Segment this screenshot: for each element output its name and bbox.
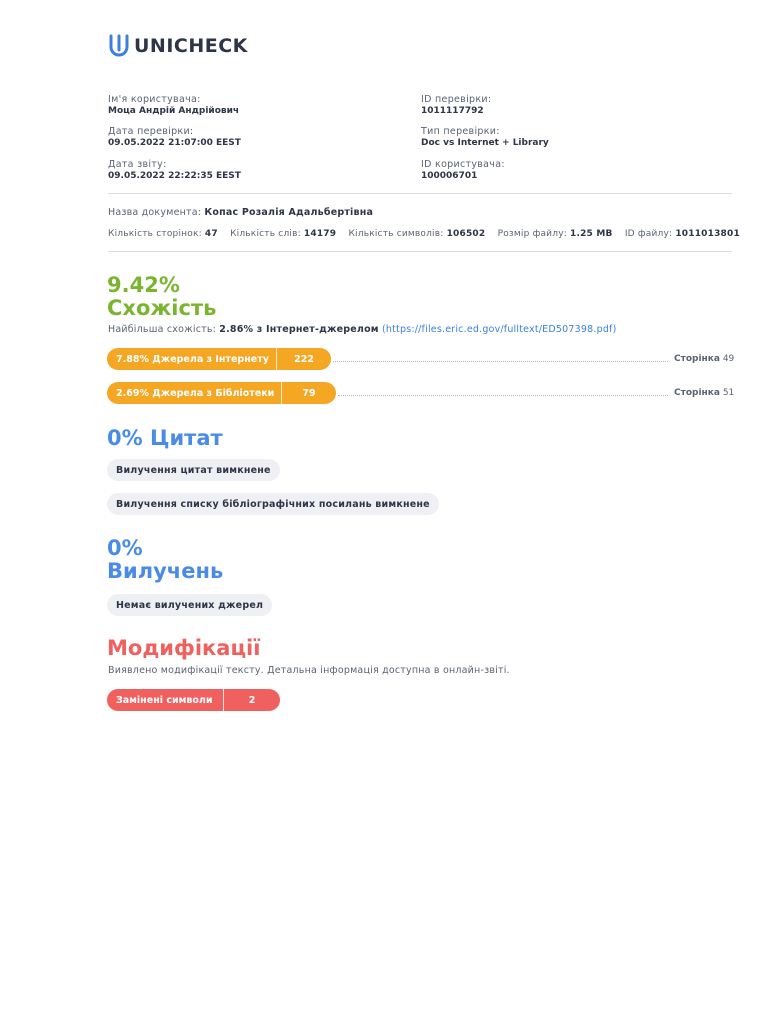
pages-label: Кількість сторінок: xyxy=(108,229,202,239)
user-name-label: Ім'я користувача: xyxy=(108,94,201,105)
meta-user-id xyxy=(421,159,505,181)
check-date-label: Дата перевірки: xyxy=(108,126,194,137)
library-page-label: Сторінка xyxy=(674,388,720,398)
user-name-value: Моца Андрій Андрійович xyxy=(108,106,240,116)
words-label: Кількість слів: xyxy=(230,229,301,239)
library-sources-label: 2.69% Джерела з Бібліотеки xyxy=(116,387,275,399)
divider xyxy=(108,193,732,194)
chars-value: 106502 xyxy=(446,229,486,239)
exclusions-title: Вилучень xyxy=(107,559,224,583)
top-similarity-label: Найбільша схожість: xyxy=(108,324,217,335)
internet-sources-label: 7.88% Джерела з Інтернету xyxy=(116,353,269,365)
similarity-title: Схожість xyxy=(107,296,217,320)
library-sources-pill[interactable] xyxy=(107,382,336,404)
check-id-label: ID перевірки: xyxy=(421,94,492,105)
internet-page-label: Сторінка xyxy=(674,354,720,364)
document-name-value: Копас Розалія Адальбертівна xyxy=(204,207,374,218)
meta-user xyxy=(108,94,239,116)
dot-leader xyxy=(333,361,668,362)
exclusions-percent: 0% xyxy=(107,536,143,560)
user-id-value: 100006701 xyxy=(421,171,478,181)
words-value: 14179 xyxy=(303,229,337,239)
meta-check-type xyxy=(421,126,549,148)
size-label: Розмір файлу: xyxy=(497,229,567,239)
check-type-value: Doc vs Internet + Library xyxy=(421,138,549,148)
replaced-symbols-label: Замінені символи xyxy=(116,694,213,706)
file-id-label: ID файлу: xyxy=(624,229,673,239)
dot-leader xyxy=(338,395,668,396)
library-page-ref xyxy=(674,388,734,398)
replaced-symbols-pill[interactable] xyxy=(107,689,280,711)
check-id-value: 1011117792 xyxy=(421,106,484,116)
internet-sources-count: 222 xyxy=(294,353,314,365)
document-name xyxy=(108,207,373,218)
top-similarity-link[interactable]: (https://files.eric.ed.gov/fulltext/ED507398.pdf) xyxy=(382,324,617,335)
library-page-number: 51 xyxy=(722,388,735,398)
internet-sources-pill[interactable] xyxy=(107,348,331,370)
similarity-percent: 9.42% xyxy=(107,273,180,297)
user-id-label: ID користувача: xyxy=(421,159,505,170)
citations-exclusion-tag: Вилучення цитат вимкнене xyxy=(107,459,280,481)
chars-label: Кількість символів: xyxy=(348,229,444,239)
unicheck-logo xyxy=(108,34,248,58)
bibliography-exclusion-tag: Вилучення списку бібліографічних посилань вимкнене xyxy=(107,493,439,515)
no-exclusions-tag: Немає вилучених джерел xyxy=(107,594,272,616)
file-id-value: 1011013801 xyxy=(675,229,740,239)
check-type-label: Тип перевірки: xyxy=(421,126,500,137)
report-date-label: Дата звіту: xyxy=(108,159,167,170)
modifications-subtitle: Виявлено модифікації тексту. Детальна інформація доступна в онлайн-звіті. xyxy=(108,665,510,676)
meta-check-date xyxy=(108,126,241,148)
size-value: 1.25 MB xyxy=(570,229,613,239)
internet-page-number: 49 xyxy=(722,354,735,364)
top-similarity xyxy=(108,324,617,335)
divider xyxy=(108,251,732,252)
unicheck-logo-icon xyxy=(108,34,130,58)
report-date-value: 09.05.2022 22:22:35 EEST xyxy=(108,171,241,181)
modifications-title: Модифікації xyxy=(107,636,261,660)
top-similarity-value: 2.86% з Інтернет-джерелом xyxy=(219,324,379,335)
library-sources-count: 79 xyxy=(302,387,316,399)
document-name-label: Назва документа: xyxy=(108,207,202,218)
citations-title: 0% Цитат xyxy=(107,426,223,450)
meta-report-date xyxy=(108,159,241,181)
internet-page-ref xyxy=(674,354,734,364)
replaced-symbols-count: 2 xyxy=(248,694,256,706)
check-date-value: 09.05.2022 21:07:00 EEST xyxy=(108,138,241,148)
pages-value: 47 xyxy=(204,229,218,239)
document-stats xyxy=(108,229,740,239)
logo-text: UNICHECK xyxy=(134,35,248,57)
meta-check-id xyxy=(421,94,491,116)
